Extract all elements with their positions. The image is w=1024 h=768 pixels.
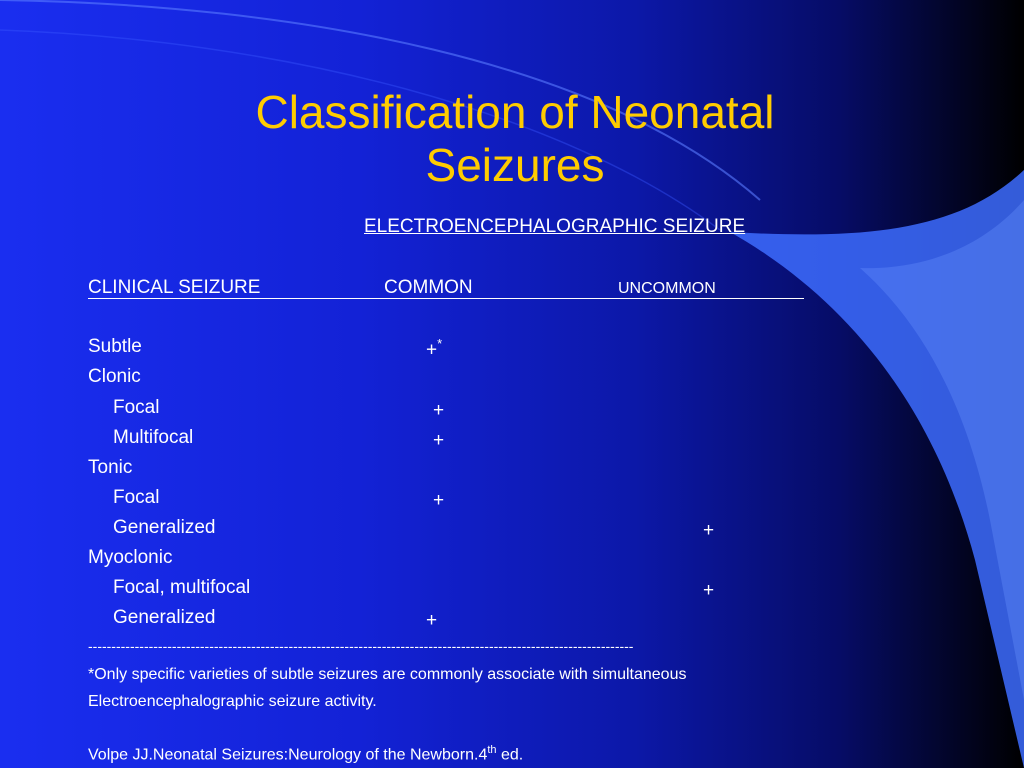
table-row <box>0 457 1024 487</box>
column-header-uncommon: UNCOMMON <box>618 280 716 297</box>
table-row <box>0 427 1024 457</box>
row-label: Multifocal <box>113 427 194 448</box>
title-line-2: Seizures <box>425 138 605 191</box>
row-label: Tonic <box>88 457 133 478</box>
uncommon-mark: + <box>703 520 715 541</box>
table-row <box>0 517 1024 547</box>
column-header-clinical: CLINICAL SEIZURE <box>88 277 261 298</box>
table-row <box>0 577 1024 607</box>
reference-citation: Volpe JJ.Neonatal Seizures:Neurology of the Newborn.4th ed. <box>88 744 524 764</box>
table-row <box>0 336 1024 366</box>
row-label: Focal <box>113 397 160 418</box>
row-label: Generalized <box>113 517 216 538</box>
common-mark: +* <box>426 336 443 361</box>
row-label: Myoclonic <box>88 547 173 568</box>
table-row <box>0 397 1024 427</box>
row-label: Clonic <box>88 366 141 387</box>
dashed-divider: --------------------------------------------------------------------------------------------------------------------- <box>88 638 634 654</box>
common-mark: + <box>433 430 445 451</box>
row-label: Generalized <box>113 607 216 628</box>
header-underline <box>88 298 804 299</box>
table-row <box>0 487 1024 517</box>
eeg-seizure-header: ELECTROENCEPHALOGRAPHIC SEIZURE <box>364 216 746 237</box>
common-mark: + <box>433 490 445 511</box>
slide-title <box>120 86 910 192</box>
row-label: Focal, multifocal <box>113 577 251 598</box>
common-mark: + <box>433 400 445 421</box>
footnote-line-1: *Only specific varieties of subtle seizures are commonly associate with simultaneous <box>88 666 687 683</box>
table-row <box>0 366 1024 396</box>
row-label: Subtle <box>88 336 142 357</box>
table-row <box>0 607 1024 637</box>
uncommon-mark: + <box>703 580 715 601</box>
row-label: Focal <box>113 487 160 508</box>
column-header-common: COMMON <box>384 277 473 298</box>
title-line-1: Classification of Neonatal <box>255 86 775 138</box>
table-row <box>0 547 1024 577</box>
footnote-line-2: Electroencephalographic seizure activity. <box>88 693 377 710</box>
common-mark: + <box>426 610 438 631</box>
